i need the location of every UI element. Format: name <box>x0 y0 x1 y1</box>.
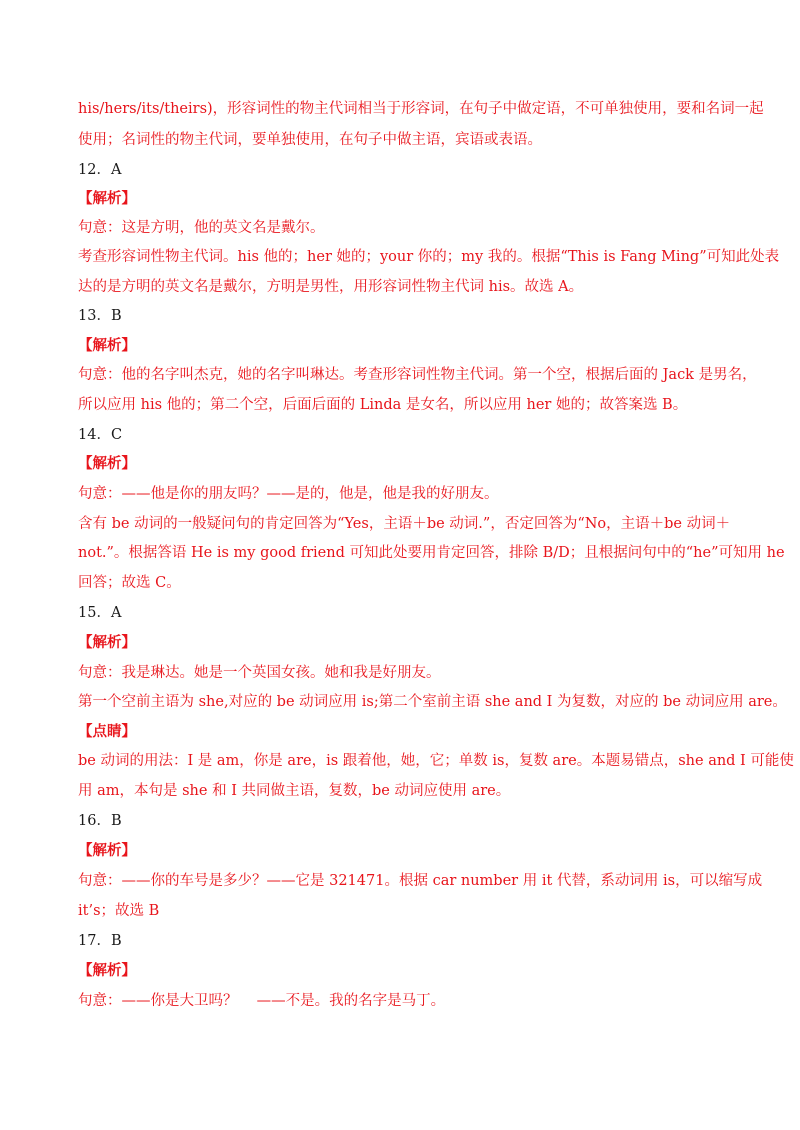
section-tag: 【解析】 <box>78 190 136 207</box>
question-number: 14．C <box>78 427 123 443</box>
explanation-line: 达的是方明的英文名是戴尔，方明是男性，用形容词性物主代词 his。故选 A。 <box>78 279 584 295</box>
section-tag: 【解析】 <box>78 455 136 472</box>
explanation-line: 用 am，本句是 she 和 I 共同做主语，复数，be 动词应使用 are。 <box>78 783 511 799</box>
explanation-line: 第一个空前主语为 she,对应的 be 动词应用 is;第二个室前主语 she and I 为复数，对应的 be 动词应用 are。 <box>78 694 787 710</box>
explanation-line: 使用；名词性的物主代词，要单独使用，在句子中做主语，宾语或表语。 <box>78 132 542 148</box>
explanation-line: not.”。根据答语 He is my good friend 可知此处要用肯定回答，排除 B/D；且根据问句中的“he”可知用 he <box>78 545 785 561</box>
explanation-line: be 动词的用法：I 是 am，你是 are，is 跟着他，她，它；单数 is，复数 are。本题易错点，she and I 可能使 <box>78 753 794 769</box>
explanation-line: 句意：他的名字叫杰克，她的名字叫琳达。考查形容词性物主代词。第一个空，根据后面的 Jack 是男名， <box>78 367 757 383</box>
explanation-line: 考查形容词性物主代词。his 他的；her 她的；your 你的；my 我的。根据“This is Fang Ming”可知此处表 <box>78 249 780 265</box>
question-number: 17．B <box>78 933 122 949</box>
section-tag: 【解析】 <box>78 337 136 354</box>
explanation-line: his/hers/its/theirs)，形容词性的物主代词相当于形容词，在句子中做定语，不可单独使用，要和名词一起 <box>78 101 764 117</box>
section-tag: 【解析】 <box>78 634 136 651</box>
question-number: 16．B <box>78 813 122 829</box>
section-tag: 【解析】 <box>78 842 136 859</box>
explanation-line: 句意：——他是你的朋友吗？——是的，他是，他是我的好朋友。 <box>78 486 499 502</box>
explanation-line: 所以应用 his 他的；第二个空，后面后面的 Linda 是女名，所以应用 her 她的；故答案选 B。 <box>78 397 688 413</box>
explanation-line: it’s；故选 B <box>78 903 160 919</box>
explanation-line: 句意：——你的车号是多少？——它是 321471。根据 car number 用 it 代替，系动词用 is，可以缩写成 <box>78 873 763 889</box>
question-number: 13．B <box>78 308 122 324</box>
explanation-line: 回答；故选 C。 <box>78 575 181 591</box>
explanation-line: 句意：这是方明，他的英文名是戴尔。 <box>78 220 325 236</box>
explanation-line: 句意：——你是大卫吗？ ——不是。我的名字是马丁。 <box>78 993 446 1009</box>
explanation-line: 含有 be 动词的一般疑问句的肯定回答为“Yes，主语＋be 动词.”，否定回答为“No，主语＋be 动词＋ <box>78 516 731 532</box>
section-tag: 【点睛】 <box>78 723 136 740</box>
question-number: 12．A <box>78 162 122 178</box>
section-tag: 【解析】 <box>78 962 136 979</box>
explanation-line: 句意：我是琳达。她是一个英国女孩。她和我是好朋友。 <box>78 665 441 681</box>
question-number: 15．A <box>78 605 122 621</box>
